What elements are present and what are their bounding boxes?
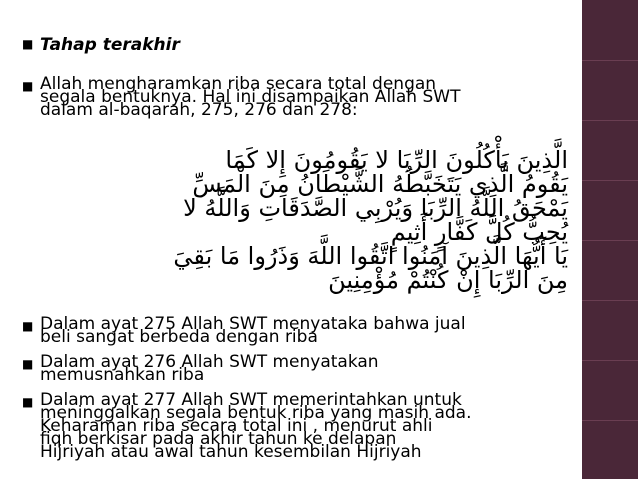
verse-line: يَقُومُ الَّذِي يَتَخَبَّطُهُ الشَّيْطَانُ مِنَ الْمَسِّ	[192, 170, 568, 198]
square-bullet-icon: ■	[22, 319, 34, 333]
square-bullet-icon: ■	[22, 79, 34, 93]
square-bullet-icon: ■	[22, 395, 34, 409]
intro-text: Allah mengharamkan riba secara total dengan segala bentuknya. Hal ini disampaikan Allah SWT dalam al-baqarah, 275, 276 dan 278:	[40, 74, 461, 120]
ayat-275-text: Dalam ayat 275 Allah SWT menyataka bahwa jual beli sangat berbeda dengan riba	[40, 314, 466, 347]
verse-line: مِنَ الرِّبَا إِنْ كُنْتُمْ مُؤْمِنِينَ	[328, 266, 568, 294]
verse-line: يُحِبُّ كُلَّ كَفَّارٍ أَثِيمٍ	[390, 218, 568, 246]
square-bullet-icon: ■	[22, 37, 34, 51]
square-bullet-icon: ■	[22, 357, 34, 371]
bullet-ayat-276	[22, 352, 552, 385]
band-stripe	[582, 60, 638, 61]
verse-line: الَّذِينَ يَأْكُلُونَ الرِّبَا لا يَقُومُونَ إِلا كَمَا	[225, 146, 568, 174]
band-stripe	[582, 240, 638, 241]
band-stripe	[582, 180, 638, 181]
verse-line: يَمْحَقُ اللَّهُ الرِّبَا وَيُرْبِي الصَّدَقَاتِ وَاللَّهُ لا	[183, 194, 568, 222]
bullet-intro	[22, 74, 552, 120]
band-stripe	[582, 300, 638, 301]
quran-verses	[0, 148, 568, 292]
verse-line: يَا أَيُّهَا الَّذِينَ آمَنُوا اتَّقُوا اللَّهَ وَذَرُوا مَا بَقِيَ	[173, 242, 568, 270]
heading-text: Tahap terakhir	[40, 35, 180, 55]
ayat-277-text: Dalam ayat 277 Allah SWT memerintahkan untuk meninggalkan segala bentuk riba yang masih ada. Keharaman riba secara total ini , menurut ahli fiqh berkisar pada akhir tahun ke delapan Hijriyah atau awal tahun kesembilan Hijriyah	[40, 390, 472, 462]
bullet-ayat-275	[22, 314, 552, 347]
band-stripe	[582, 360, 638, 361]
ayat-276-text: Dalam ayat 276 Allah SWT menyatakan memusnahkan riba	[40, 352, 379, 385]
bullet-ayat-277	[22, 390, 552, 462]
bullet-heading	[22, 36, 552, 54]
decorative-right-band	[582, 0, 638, 479]
band-stripe	[582, 120, 638, 121]
band-stripe	[582, 420, 638, 421]
